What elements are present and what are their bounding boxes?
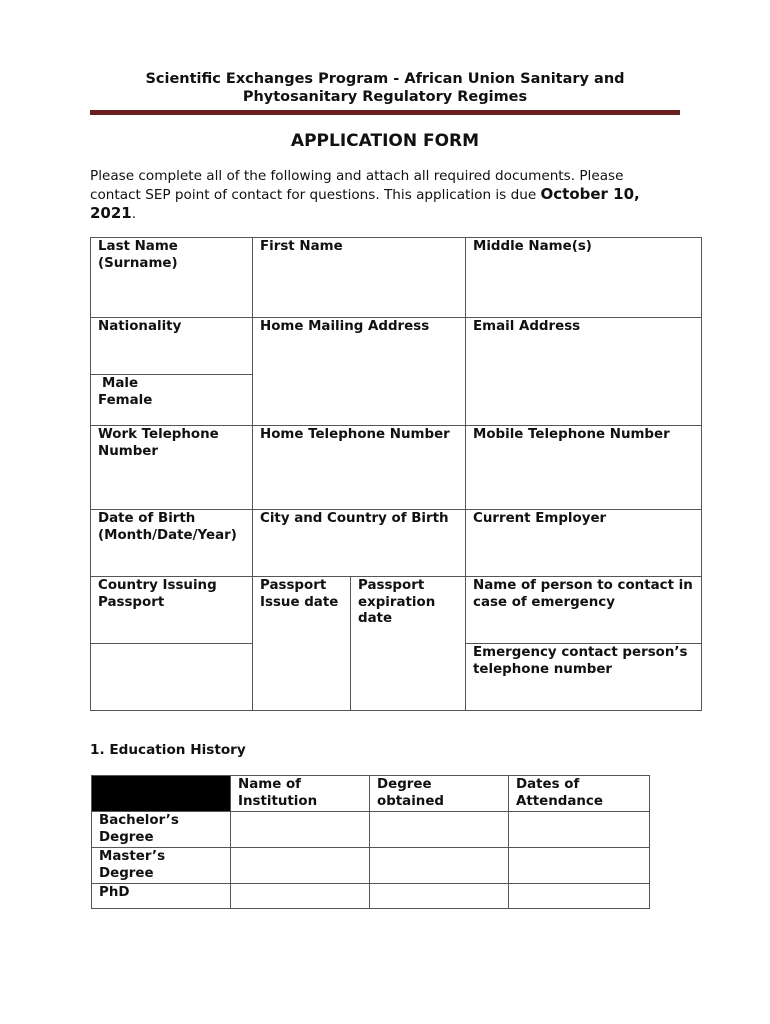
first-name-label: First Name xyxy=(260,239,343,254)
passport-expiration-date-label: Passport expiration date xyxy=(358,578,436,626)
work-telephone-field[interactable] xyxy=(91,426,253,510)
mobile-telephone-field[interactable] xyxy=(466,426,702,510)
emergency-contact-name-field[interactable] xyxy=(466,577,702,644)
middle-name-field[interactable] xyxy=(466,238,702,318)
mobile-telephone-label: Mobile Telephone Number xyxy=(473,427,670,442)
program-header-line1: Scientific Exchanges Program - African Union Sanitary and xyxy=(145,71,625,87)
emergency-contact-phone-label: Emergency contact person’s telephone number xyxy=(473,645,688,677)
current-employer-label: Current Employer xyxy=(473,511,607,526)
institution-cell[interactable] xyxy=(231,812,370,848)
nationality-label: Nationality xyxy=(98,319,182,334)
emergency-contact-name-label: Name of person to contact in case of emergency xyxy=(473,578,693,610)
degree-cell[interactable] xyxy=(370,884,509,909)
dates-cell[interactable] xyxy=(509,812,650,848)
city-country-birth-label: City and Country of Birth xyxy=(260,511,449,526)
last-name-label: Last Name (Surname) xyxy=(98,239,178,271)
education-row-label: Master’s Degree xyxy=(92,848,231,884)
table-row xyxy=(92,848,650,884)
city-country-birth-field[interactable] xyxy=(253,510,466,577)
education-corner-cell xyxy=(92,776,231,812)
home-telephone-label: Home Telephone Number xyxy=(260,427,450,442)
education-header-degree: Degree obtained xyxy=(370,776,509,812)
home-telephone-field[interactable] xyxy=(253,426,466,510)
email-address-field[interactable] xyxy=(466,318,702,426)
table-row xyxy=(92,884,650,909)
nationality-field[interactable] xyxy=(91,318,253,375)
program-header-line2: Phytosanitary Regulatory Regimes xyxy=(242,89,528,105)
degree-cell[interactable] xyxy=(370,812,509,848)
country-issuing-passport-input[interactable] xyxy=(91,644,253,711)
emergency-contact-phone-field[interactable] xyxy=(466,644,702,711)
education-header-dates: Dates of Attendance xyxy=(509,776,650,812)
education-row-label: Bachelor’s Degree xyxy=(92,812,231,848)
education-table xyxy=(91,775,650,909)
gender-field xyxy=(91,375,253,426)
header-divider xyxy=(90,110,680,115)
due-date: October 10, 2021 xyxy=(90,185,640,222)
female-label: Female xyxy=(98,392,153,408)
degree-cell[interactable] xyxy=(370,848,509,884)
country-issuing-passport-field[interactable] xyxy=(91,577,253,644)
education-row-label: PhD xyxy=(92,884,231,909)
male-label: Male xyxy=(102,376,139,391)
form-title: APPLICATION FORM xyxy=(290,131,480,151)
intro-paragraph xyxy=(90,167,660,223)
applicant-info-table xyxy=(90,237,702,711)
date-of-birth-field[interactable] xyxy=(91,510,253,577)
home-mailing-address-field[interactable] xyxy=(253,318,466,426)
date-of-birth-label: Date of Birth (Month/Date/Year) xyxy=(98,511,237,543)
intro-end: . xyxy=(131,206,137,222)
intro-text: Please complete all of the following and attach all required documents. Please contact SEP point of contact for questions. This application is due xyxy=(90,168,624,203)
current-employer-field[interactable] xyxy=(466,510,702,577)
email-address-label: Email Address xyxy=(473,319,581,334)
last-name-field[interactable] xyxy=(91,238,253,318)
dates-cell[interactable] xyxy=(509,884,650,909)
work-telephone-label: Work Telephone Number xyxy=(98,427,219,459)
table-row xyxy=(92,812,650,848)
institution-cell[interactable] xyxy=(231,884,370,909)
first-name-field[interactable] xyxy=(253,238,466,318)
dates-cell[interactable] xyxy=(509,848,650,884)
passport-issue-date-field[interactable] xyxy=(253,577,351,711)
country-issuing-passport-label: Country Issuing Passport xyxy=(98,578,217,610)
middle-name-label: Middle Name(s) xyxy=(473,239,592,254)
institution-cell[interactable] xyxy=(231,848,370,884)
program-header xyxy=(90,70,680,106)
passport-issue-date-label: Passport Issue date xyxy=(260,578,339,610)
passport-expiration-date-field[interactable] xyxy=(351,577,466,711)
home-mailing-address-label: Home Mailing Address xyxy=(260,319,430,334)
education-section-title: 1. Education History xyxy=(90,742,246,758)
education-header-institution: Name of Institution xyxy=(231,776,370,812)
